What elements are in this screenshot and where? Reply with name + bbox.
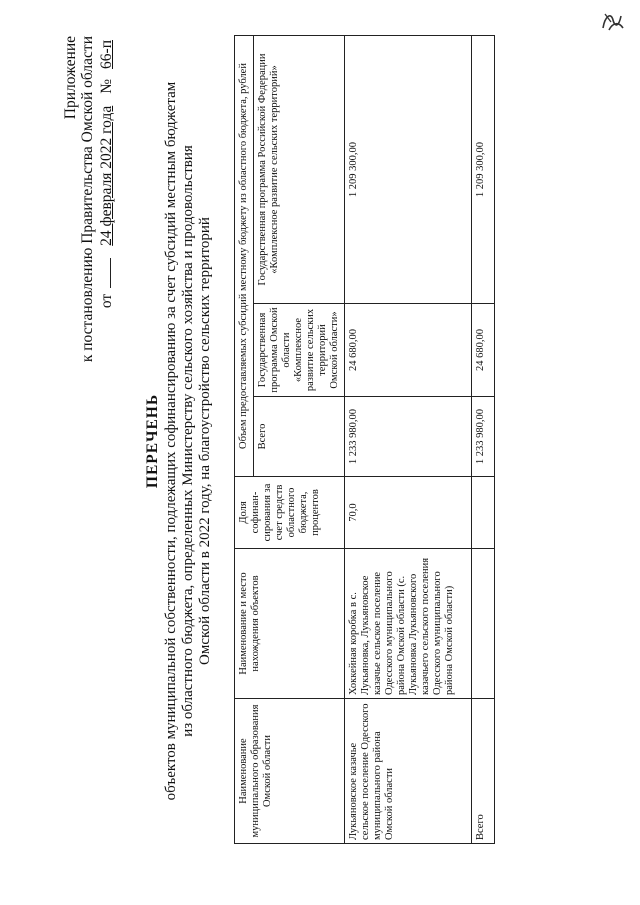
totals-program-rf: 1 209 300,00	[472, 35, 495, 303]
cell-municipality: Лукьяновское казачье сельское поселение Одесского муниципального района Омской области	[345, 699, 472, 844]
document-title-block	[144, 66, 214, 816]
cell-program-rf: 1 209 300,00	[345, 35, 472, 303]
cell-share: 70,0	[345, 477, 472, 549]
header-program-rf: Государственная программа Российской Федерации «Комплексное развитие сельских территорий»	[254, 35, 345, 303]
rotated-page	[62, 26, 582, 856]
title-line-2: из областного бюджета, определенных Министерству сельского хозяйства и продовольствия	[180, 145, 196, 737]
cell-program-omsk: 24 680,00	[345, 304, 472, 397]
header-row	[235, 35, 254, 843]
appendix-number-sign: №	[98, 78, 115, 94]
totals-label: Всего	[472, 699, 495, 844]
totals-total: 1 233 980,00	[472, 397, 495, 477]
totals-row	[472, 35, 495, 843]
document-heading: ПЕРЕЧЕНЬ	[144, 393, 161, 489]
title-line-1: объектов муниципальной собственности, подлежащих софинансированию за счет субсидий местным бюджетам	[163, 81, 179, 801]
table-row	[345, 35, 472, 843]
totals-empty-object	[472, 549, 495, 699]
header-share: Доля софинан-сирования за счет средств областного бюджета, процентов	[235, 477, 345, 549]
header-program-omsk: Государственная программа Омской области «Комплексное развитие сельских территорий Омской области»	[254, 304, 345, 397]
scan-signature-mark	[599, 8, 627, 34]
objects-table	[234, 35, 495, 844]
header-municipality: Наименование муниципального образования Омской области	[235, 699, 345, 844]
appendix-label: Приложение	[62, 36, 79, 120]
totals-program-omsk: 24 680,00	[472, 304, 495, 397]
appendix-date-prefix: от	[98, 293, 115, 309]
blank-underline	[98, 258, 111, 288]
appendix-date: 24 февраля 2022 года	[98, 105, 115, 246]
header-object: Наименование и место нахождения объектов	[235, 549, 345, 699]
appendix-resolution-ref: к постановлению Правительства Омской области	[79, 36, 96, 363]
appendix-number: 66-п	[98, 40, 115, 69]
header-volume: Объем предоставляемых субсидий местному бюджету из областного бюджета, рублей	[235, 35, 254, 476]
totals-empty-share	[472, 477, 495, 549]
cell-total: 1 233 980,00	[345, 397, 472, 477]
cell-object: Хоккейная коробка в с. Лукьяновка, Лукьяновское казачье сельское поселение Одесского муниципального района Омской области (с. Лукьяновка Лукьяновского казачьего сельского поселения Одесского муниципального района Омской области)	[345, 549, 472, 699]
appendix-block	[62, 36, 115, 456]
header-total: Всего	[254, 397, 345, 477]
title-line-3: Омской области в 2022 году, на благоустройство сельских территорий	[197, 217, 213, 665]
